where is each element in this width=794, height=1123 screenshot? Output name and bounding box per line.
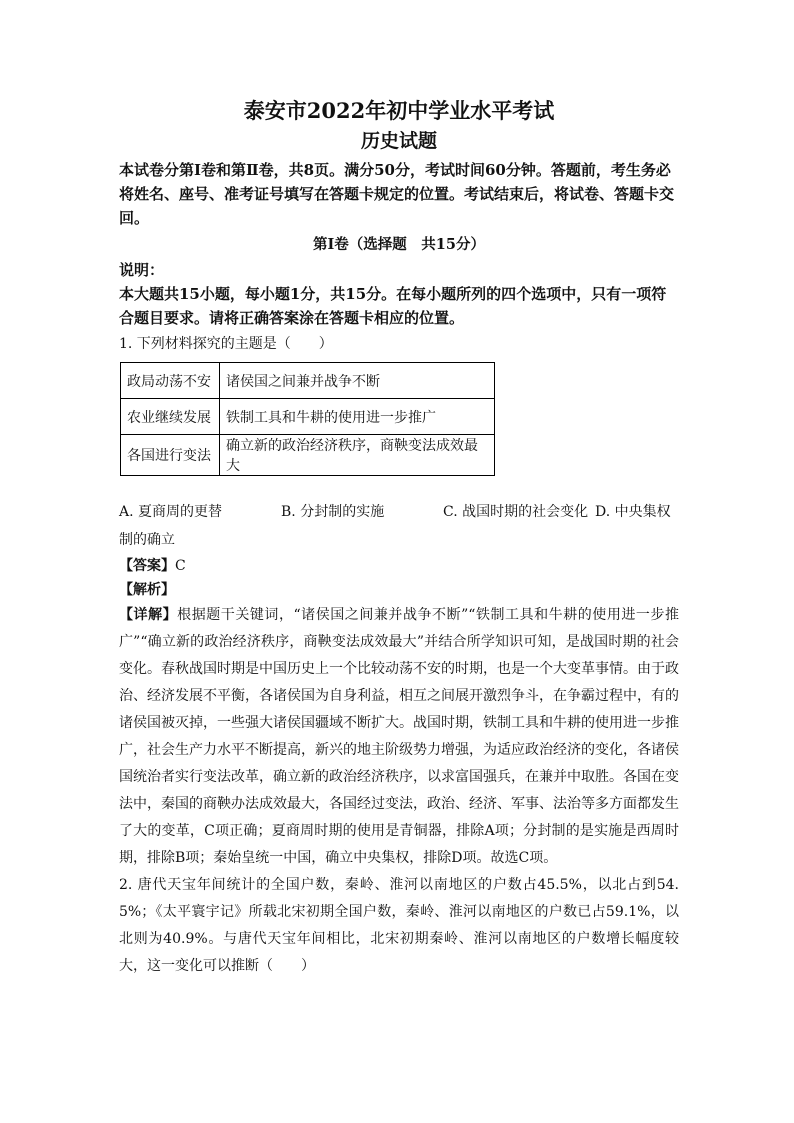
option-b: B. 分封制的实施 [281,504,385,520]
answer-value: C [175,558,186,574]
table-cell-value: 诸侯国之间兼并战争不断 [220,363,495,399]
material-table [120,362,495,476]
answer-line [119,554,679,578]
explain-text: 本大题共15小题，每小题1分，共15分。在每小题所列的四个选项中，只有一项符合题目要求。请将正确答案涂在答题卡相应的位置。 [119,285,667,327]
explain-label: 说明： [119,261,165,279]
detail-label: 【详解】 [119,607,178,623]
table-row [121,363,495,399]
exam-subtitle: 历史试题 [360,130,437,152]
exam-intro: 本试卷分第Ⅰ卷和第Ⅱ卷，共8页。满分50分，考试时间60分钟。答题前，考生务必将姓名、座号、准考证号填写在答题卡规定的位置。考试结束后，将试卷、答题卡交回。 [119,161,675,227]
table-cell-value: 确立新的政治经济秩序，商鞅变法成效最大 [220,435,495,476]
answer-label: 【答案】 [119,558,175,574]
analysis-label: 【解析】 [119,582,175,598]
question-1-stem: 1. 下列材料探究的主题是（ ） [119,336,333,352]
table-row [121,399,495,435]
table-cell-value: 铁制工具和牛耕的使用进一步推广 [220,399,495,435]
detail-paragraph [119,602,679,872]
table-row [121,435,495,476]
option-a: A. 夏商周的更替 [119,504,223,520]
question-1-options [119,498,679,554]
option-c: C. 战国时期的社会变化 [443,504,589,520]
table-cell-key: 政局动荡不安 [121,363,220,399]
option-d: D. 中央集权制的确立 [119,504,671,548]
analysis-line [119,578,679,602]
table-cell-key: 农业继续发展 [121,399,220,435]
question-2-stem: 2. 唐代天宝年间统计的全国户数，秦岭、淮河以南地区的户数占45.5%，以北占到54.5%；《太平寰宇记》所载北宋初期全国户数，秦岭、淮河以南地区的户数已占59.1%，以北则为40.9%。与唐代天宝年间相比，北宋初期秦岭、淮河以南地区的户数增长幅度较大，这一变化可以推断（ ） [119,877,679,974]
detail-text: 根据题干关键词，“诸侯国之间兼并战争不断”“铁制工具和牛耕的使用进一步推广”“确立新的政治经济秩序，商鞅变法成效最大”并结合所学知识可知，是战国时期的社会变化。春秋战国时期是中国历史上一个比较动荡不安的时期，也是一个大变革事情。由于政治、经济发展不平衡，各诸侯国为自身利益，相互之间展开激烈争斗，在争霸过程中，有的诸侯国被灭掉，一些强大诸侯国疆域不断扩大。战国时期，铁制工具和牛耕的使用进一步推广，社会生产力水平不断提高，新兴的地主阶级势力增强，为适应政治经济的变化，各诸侯国统治者实行变法改革，确立新的政治经济秩序，以求富国强兵，在兼并中取胜。各国在变法中，秦国的商鞅办法成效最大，各国经过变法，政治、经济、军事、法治等多方面都发生了大的变革，C项正确；夏商周时期的使用是青铜器，排除A项；分封制的是实施是西周时期，排除B项；秦始皇统一中国，确立中央集权，排除D项。故选C项。 [119,607,679,866]
section-title: 第Ⅰ卷（选择题 共15分） [313,236,485,253]
exam-title: 泰安市2022年初中学业水平考试 [243,98,555,123]
table-cell-key: 各国进行变法 [121,435,220,476]
document-content [119,96,679,980]
